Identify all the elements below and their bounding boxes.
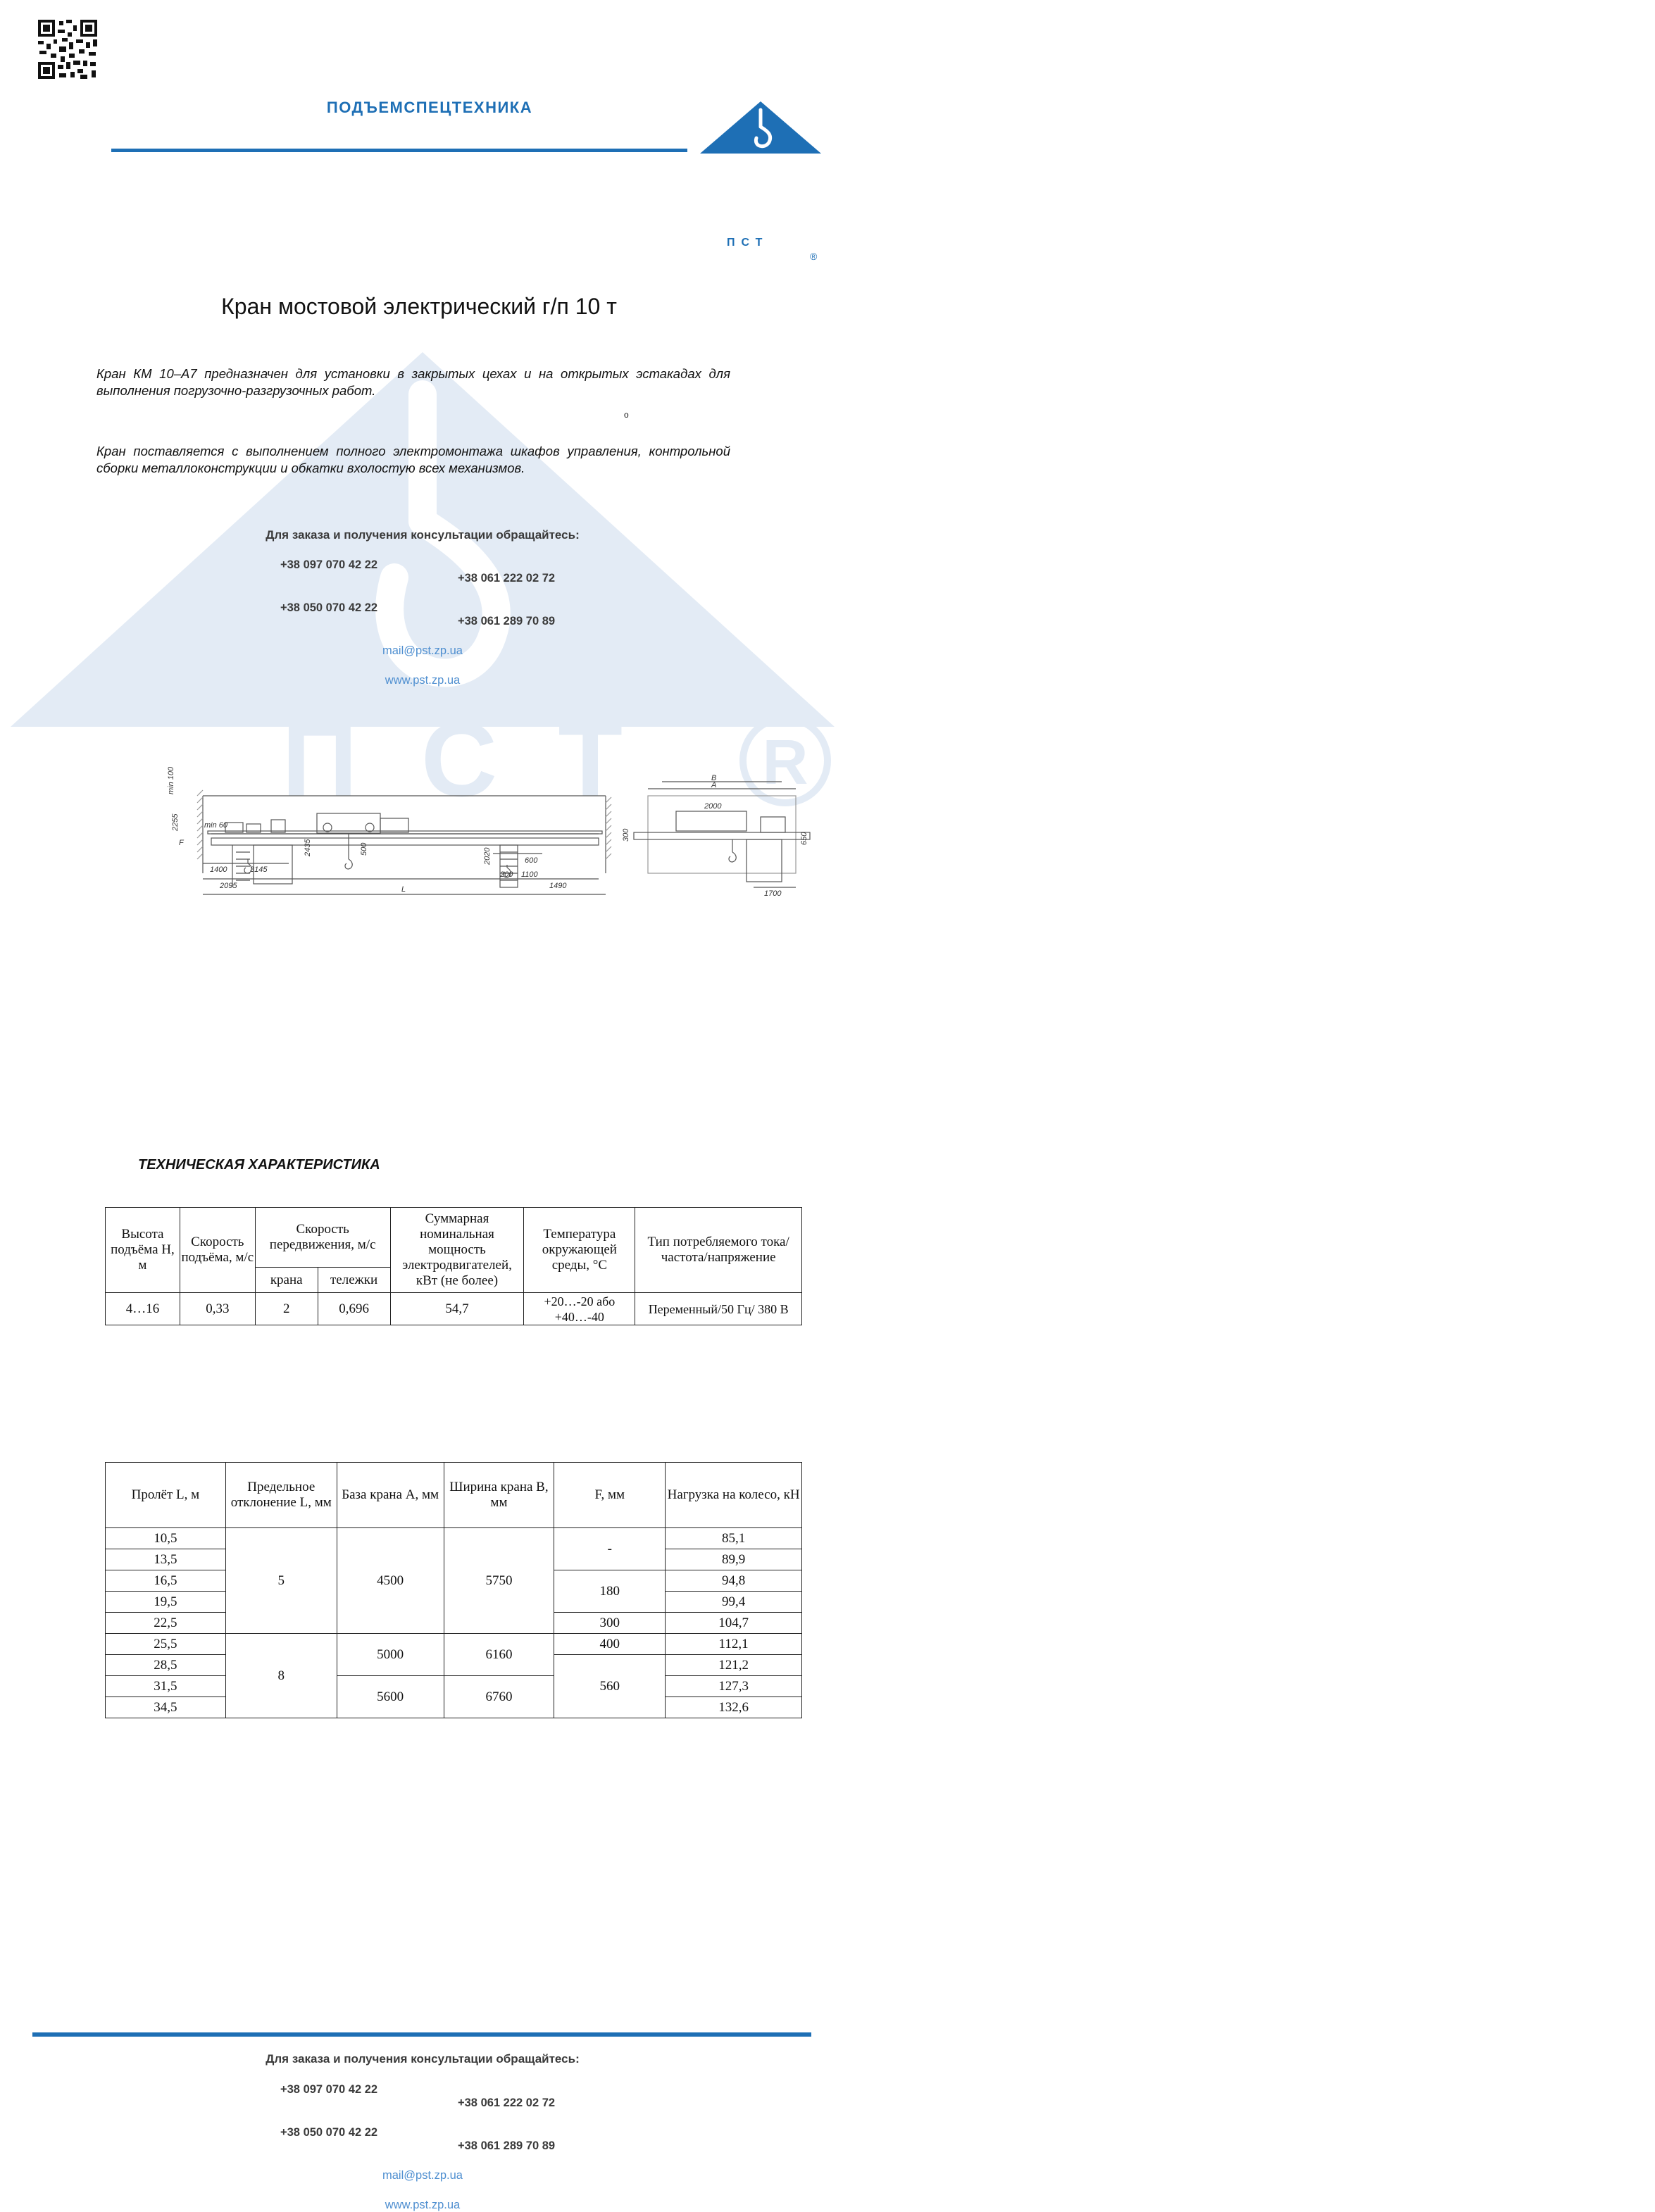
f-cell: 560 [554, 1655, 666, 1718]
span-cell: 28,5 [106, 1655, 226, 1676]
load-cell: 85,1 [666, 1528, 802, 1549]
dim-2095: 2095 [220, 882, 237, 890]
deviation-cell: 8 [225, 1634, 337, 1718]
f-cell: 400 [554, 1634, 666, 1655]
email-link[interactable]: mail@pst.zp.ua [382, 644, 463, 657]
footer-divider [32, 2032, 811, 2037]
width-cell: 6760 [444, 1676, 554, 1718]
header-power: Суммарная номинальная мощность электродвигателей, кВт (не более) [390, 1208, 524, 1293]
qr-code-icon [37, 18, 99, 80]
width-cell: 5750 [444, 1528, 554, 1634]
footer-email-link[interactable]: mail@pst.zp.ua [382, 2169, 463, 2182]
dim-200: 200 [500, 870, 513, 879]
dim-F: F [179, 839, 184, 847]
header-span: Пролёт L, м [106, 1463, 226, 1528]
dim-2435: 2435 [304, 839, 312, 856]
logo-text: ПСТ [727, 237, 769, 249]
span-cell: 31,5 [106, 1676, 226, 1697]
dim-500: 500 [360, 842, 368, 856]
f-cell: 180 [554, 1570, 666, 1613]
value-crane-speed: 2 [255, 1293, 318, 1325]
footer-phone-4: +38 061 289 70 89 [458, 2139, 556, 2152]
span-cell: 25,5 [106, 1634, 226, 1655]
load-cell: 104,7 [666, 1613, 802, 1634]
f-cell: 300 [554, 1613, 666, 1634]
dim-3145: 3145 [250, 866, 268, 874]
website-link[interactable]: www.pst.zp.ua [385, 674, 461, 687]
header-temperature: Температура окружающей среды, °С [524, 1208, 635, 1293]
dim-2255: 2255 [171, 813, 180, 831]
dim-1700: 1700 [764, 889, 782, 898]
header-load: Нагрузка на колесо, кН [666, 1463, 802, 1528]
base-cell: 5000 [337, 1634, 444, 1676]
dim-300: 300 [622, 828, 630, 842]
phone-3: +38 050 070 42 22 [280, 601, 378, 614]
header-trolley-speed: тележки [318, 1268, 390, 1293]
deviation-cell: 5 [225, 1528, 337, 1634]
span-cell: 10,5 [106, 1528, 226, 1549]
stray-mark: o [624, 410, 629, 420]
header-crane-speed: крана [255, 1268, 318, 1293]
f-cell: - [554, 1528, 666, 1570]
crane-technical-drawing [167, 766, 817, 930]
description-paragraph-1: Кран КМ 10–А7 предназначен для установки в закрытых цехах и на открытых эстакадах для выполнения погрузочно-разгрузочных работ. [96, 366, 730, 398]
value-trolley-speed: 0,696 [318, 1293, 390, 1325]
dim-min100: min 100 [167, 766, 175, 794]
value-lift-speed: 0,33 [180, 1293, 255, 1325]
svg-text:R: R [762, 727, 808, 798]
header-travel-speed: Скорость передвижения, м/с [255, 1208, 390, 1268]
dim-650: 650 [800, 832, 808, 845]
brand-name: ПОДЪЕМСПЕЦТЕХНИКА [326, 99, 533, 116]
footer-phone-2: +38 061 222 02 72 [458, 2097, 556, 2109]
pst-logo-icon [697, 100, 824, 176]
header-current: Тип потребляемого тока/частота/напряжение [635, 1208, 802, 1293]
footer-website-link[interactable]: www.pst.zp.ua [385, 2199, 461, 2211]
value-temperature: +20…-20 або +40…-40 [524, 1293, 635, 1325]
value-height: 4…16 [106, 1293, 180, 1325]
base-cell: 4500 [337, 1528, 444, 1634]
span-cell: 19,5 [106, 1592, 226, 1613]
footer-phone-1: +38 097 070 42 22 [280, 2083, 378, 2096]
footer-phone-3: +38 050 070 42 22 [280, 2126, 378, 2139]
base-cell: 5600 [337, 1676, 444, 1718]
svg-text:ПСТ: ПСТ [282, 700, 687, 818]
span-parameters-table [105, 1462, 802, 1718]
span-cell: 34,5 [106, 1697, 226, 1718]
contacts-title: Для заказа и получения консультации обращайтесь: [266, 528, 580, 542]
phone-4: +38 061 289 70 89 [458, 615, 556, 627]
dim-1400: 1400 [210, 866, 227, 874]
span-cell: 13,5 [106, 1549, 226, 1570]
dim-600: 600 [525, 856, 538, 865]
load-cell: 121,2 [666, 1655, 802, 1676]
phone-2: +38 061 222 02 72 [458, 572, 556, 585]
dim-1490: 1490 [549, 882, 567, 890]
header-f: F, мм [554, 1463, 666, 1528]
tech-spec-table [105, 1207, 802, 1325]
span-cell: 22,5 [106, 1613, 226, 1634]
dim-2000: 2000 [704, 802, 722, 811]
load-cell: 132,6 [666, 1697, 802, 1718]
header-base: База крана А, мм [337, 1463, 444, 1528]
header-width: Ширина крана В, мм [444, 1463, 554, 1528]
dim-min60: min 60 [204, 821, 228, 830]
footer-contacts-title: Для заказа и получения консультации обращайтесь: [266, 2052, 580, 2066]
tech-spec-heading: ТЕХНИЧЕСКАЯ ХАРАКТЕРИСТИКА [138, 1157, 380, 1173]
dim-2020: 2020 [483, 847, 492, 865]
span-cell: 16,5 [106, 1570, 226, 1592]
header-lift-speed: Скорость подъёма, м/с [180, 1208, 255, 1293]
dim-L: L [401, 885, 406, 894]
load-cell: 99,4 [666, 1592, 802, 1613]
phone-1: +38 097 070 42 22 [280, 558, 378, 571]
value-current: Переменный/50 Гц/ 380 В [635, 1293, 802, 1325]
header-deviation: Предельное отклонение L, мм [225, 1463, 337, 1528]
load-cell: 94,8 [666, 1570, 802, 1592]
header-height: Высота подъёма Н, м [106, 1208, 180, 1293]
page-title: Кран мостовой электрический г/п 10 т [221, 294, 617, 319]
load-cell: 112,1 [666, 1634, 802, 1655]
header-divider [111, 149, 687, 152]
registered-mark: ® [810, 251, 818, 262]
dim-B: B [711, 774, 717, 782]
width-cell: 6160 [444, 1634, 554, 1676]
value-power: 54,7 [390, 1293, 524, 1325]
dim-1100: 1100 [521, 870, 538, 879]
description-paragraph-2: Кран поставляется с выполнением полного электромонтажа шкафов управления, контрольной сборки металлоконструкции и обкатки вхолостую всех механизмов. [96, 444, 730, 475]
dim-A: A [711, 781, 717, 789]
load-cell: 89,9 [666, 1549, 802, 1570]
load-cell: 127,3 [666, 1676, 802, 1697]
